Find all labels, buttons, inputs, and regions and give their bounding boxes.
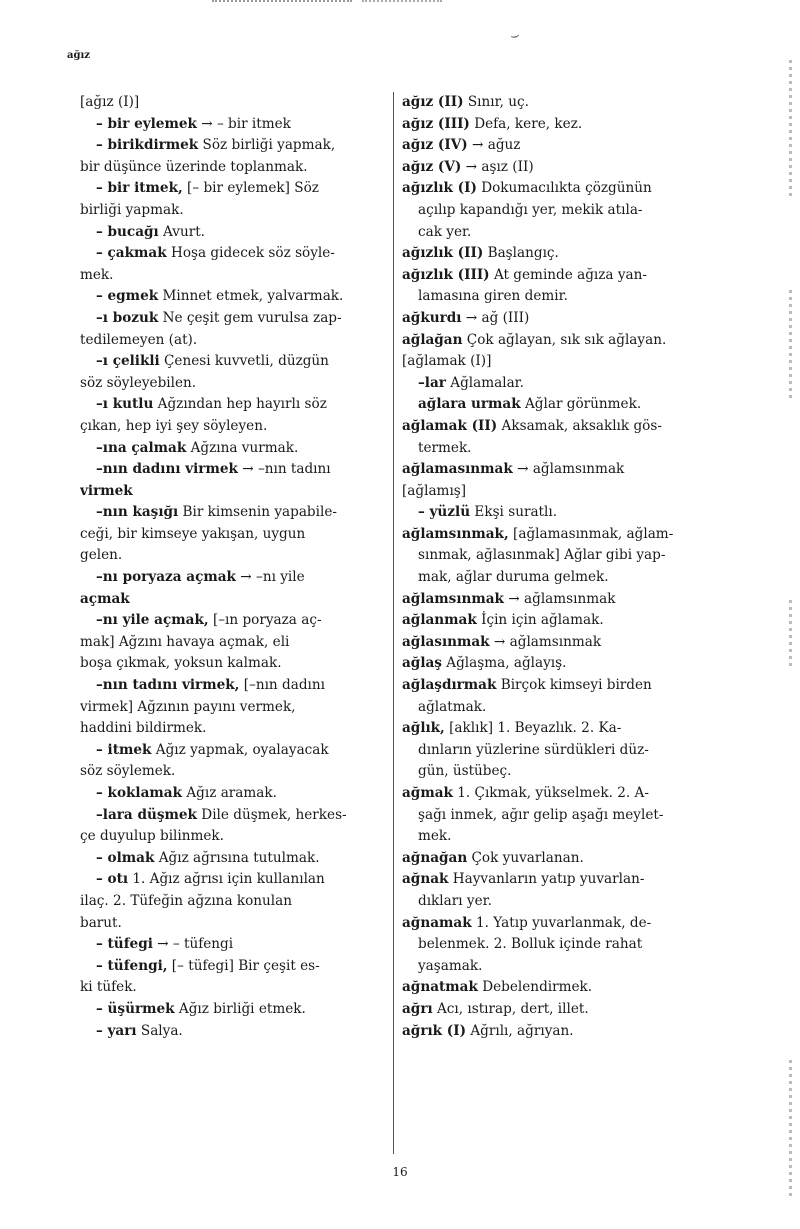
entry-definition: termek.	[418, 439, 472, 456]
dictionary-line	[80, 826, 386, 848]
entry-definition: → ağlamsınmak	[503, 590, 616, 607]
entry-definition: söz söyleyebilen.	[80, 374, 197, 391]
dictionary-line	[402, 373, 758, 395]
entry-definition: [–ın poryaza aç-	[208, 612, 322, 629]
dictionary-line	[402, 934, 758, 956]
entry-definition: Ağız ağrısına tutulmak.	[154, 849, 320, 866]
entry-headword: ağız (III)	[402, 115, 470, 132]
entry-headword: – yüzlü	[418, 504, 471, 521]
entry-headword: ağızlık (III)	[402, 266, 490, 283]
entry-headword: ağrık (I)	[402, 1022, 467, 1039]
dictionary-line	[80, 697, 386, 719]
entry-headword: – yarı	[96, 1022, 137, 1039]
entry-headword: ağlamak (II)	[402, 417, 498, 434]
entry-definition: yaşamak.	[418, 957, 483, 974]
entry-headword: – itmek	[96, 741, 152, 758]
entry-headword: ağlık,	[402, 720, 445, 737]
dictionary-line	[402, 869, 758, 891]
entry-definition: tedilemeyen (at).	[80, 331, 198, 348]
entry-headword: ağlasınmak	[402, 633, 490, 650]
entry-definition: ağlatmak.	[418, 698, 487, 715]
entry-definition: [– tüfegi] Bir çeşit es-	[167, 957, 320, 974]
entry-definition: → – bir itmek	[196, 115, 291, 132]
entry-definition: Çenesi kuvvetli, düzgün	[159, 353, 329, 370]
entry-headword: – bir itmek,	[96, 180, 183, 197]
dictionary-line	[402, 675, 758, 697]
entry-definition: söz söylemek.	[80, 763, 176, 780]
dictionary-line	[80, 243, 386, 265]
entry-definition: Ağlar görünmek.	[520, 396, 642, 413]
entry-definition: dınların yüzlerine sürdükleri düz-	[418, 741, 649, 758]
entry-definition: ceği, bir kimseye yakışan, uygun	[80, 525, 306, 542]
entry-headword: ağlaşdırmak	[402, 677, 497, 694]
entry-definition: [ağlamış]	[402, 482, 467, 499]
entry-headword: – tüfengi,	[96, 957, 168, 974]
entry-headword: açmak	[80, 590, 130, 607]
entry-definition: çıkan, hep iyi şey söyleyen.	[80, 417, 268, 434]
entry-definition: Başlangıç.	[483, 245, 559, 262]
entry-definition: gelen.	[80, 547, 123, 564]
entry-definition: [– bir eylemek] Söz	[182, 180, 319, 197]
entry-headword: – egmek	[96, 288, 159, 305]
entry-definition: Dile düşmek, herkes-	[196, 806, 347, 823]
entry-headword: –nı yile açmak,	[96, 612, 209, 629]
entry-definition: [ağlamasınmak, ağlam-	[508, 525, 674, 542]
scan-edge-streak	[789, 600, 792, 670]
entry-definition: gün, üstübeç.	[418, 763, 512, 780]
entry-headword: ağrı	[402, 1000, 433, 1017]
entry-definition: Sınır, uç.	[463, 94, 529, 110]
entry-headword: – çakmak	[96, 245, 167, 262]
entry-definition: lamasına giren demir.	[418, 288, 568, 305]
dictionary-line	[80, 610, 386, 632]
entry-headword: –nın tadını virmek,	[96, 677, 240, 694]
dictionary-line	[402, 610, 758, 632]
dictionary-line	[80, 92, 386, 114]
entry-definition: Ağrılı, ağrıyan.	[466, 1022, 574, 1039]
page-number: 16	[392, 1165, 408, 1179]
dictionary-line	[402, 114, 758, 136]
entry-definition: Ağlaşma, ağlayış.	[441, 655, 567, 672]
entry-definition: Avurt.	[158, 223, 205, 240]
dictionary-line	[80, 394, 386, 416]
entry-definition: sınmak, ağlasınmak] Ağlar gibi yap-	[418, 547, 666, 564]
dictionary-line	[402, 567, 758, 589]
entry-headword: ağlağan	[402, 331, 463, 348]
dictionary-line	[80, 761, 386, 783]
dictionary-line	[402, 783, 758, 805]
dictionary-line	[402, 761, 758, 783]
entry-definition: Defa, kere, kez.	[469, 115, 583, 132]
entry-definition: → ağlamsınmak	[512, 461, 625, 478]
entry-definition: [–nın dadını	[239, 677, 325, 694]
dictionary-line	[402, 545, 758, 567]
dictionary-line	[80, 567, 386, 589]
entry-headword: ağız (II)	[402, 94, 464, 110]
dictionary-line	[402, 135, 758, 157]
entry-headword: – birikdirmek	[96, 137, 199, 154]
entry-headword: – olmak	[96, 849, 155, 866]
entry-headword: ağlanmak	[402, 612, 477, 629]
dictionary-line	[402, 697, 758, 719]
dictionary-line	[402, 977, 758, 999]
entry-definition: Ağlamalar.	[445, 374, 525, 391]
dictionary-line	[402, 200, 758, 222]
entry-definition: birliği yapmak.	[80, 201, 184, 218]
scan-edge-streak	[789, 1060, 792, 1200]
dictionary-line	[80, 589, 386, 611]
dictionary-line	[80, 675, 386, 697]
dictionary-line	[80, 286, 386, 308]
entry-definition: Dokumacılıkta çözgünün	[476, 180, 652, 197]
dictionary-line	[402, 999, 758, 1021]
entry-definition: boşa çıkmak, yoksun kalmak.	[80, 655, 282, 672]
entry-definition: [ağız (I)]	[80, 94, 140, 110]
running-head-word: ağız	[67, 50, 90, 61]
entry-definition: 1. Yatıp yuvarlanmak, de-	[471, 914, 652, 931]
entry-headword: ağızlık (II)	[402, 245, 484, 262]
entry-headword: ağlaş	[402, 655, 442, 672]
entry-headword: –ı kutlu	[96, 396, 154, 413]
dictionary-line	[402, 92, 758, 114]
dictionary-line	[402, 438, 758, 460]
entry-headword: ağnak	[402, 871, 449, 888]
entry-definition: Ağız yapmak, oyalayacak	[151, 741, 329, 758]
dictionary-line	[80, 891, 386, 913]
entry-headword: –lara düşmek	[96, 806, 197, 823]
entry-headword: ağlamsınmak	[402, 590, 504, 607]
entry-headword: –ı bozuk	[96, 309, 159, 326]
entry-definition: barut.	[80, 914, 122, 931]
dictionary-line	[402, 394, 758, 416]
dictionary-line	[80, 869, 386, 891]
entry-headword: ağnatmak	[402, 979, 478, 996]
entry-definition: açılıp kapandığı yer, mekik atıla-	[418, 201, 643, 218]
dictionary-line	[80, 1021, 386, 1043]
dictionary-line	[80, 351, 386, 373]
dictionary-line	[402, 913, 758, 935]
dictionary-line	[80, 330, 386, 352]
entry-definition: şağı inmek, ağır gelip aşağı meylet-	[418, 806, 664, 823]
pen-mark: ⌣	[508, 25, 522, 45]
dictionary-line	[80, 805, 386, 827]
entry-definition: mak, ağlar duruma gelmek.	[418, 569, 609, 586]
entry-definition: dıkları yer.	[418, 892, 492, 909]
entry-definition: Aksamak, aksaklık gös-	[497, 417, 662, 434]
dictionary-line	[402, 1021, 758, 1043]
entry-definition: → ağlamsınmak	[489, 633, 602, 650]
dictionary-line	[402, 265, 758, 287]
dictionary-line	[402, 524, 758, 546]
entry-definition: Ağız aramak.	[182, 785, 277, 801]
dictionary-line	[80, 459, 386, 481]
entry-definition: Birçok kimseyi birden	[496, 677, 652, 694]
entry-headword: – tüfegi	[96, 936, 153, 953]
entry-definition: 1. Ağız ağrısı için kullanılan	[128, 871, 325, 888]
entry-definition: haddini bildirmek.	[80, 720, 207, 737]
entry-definition: ki tüfek.	[80, 979, 137, 996]
entry-definition: Hayvanların yatıp yuvarlan-	[448, 871, 645, 888]
dictionary-line	[80, 632, 386, 654]
entry-definition: → aşız (II)	[461, 158, 534, 175]
scan-edge-streak	[789, 60, 792, 200]
scan-top-mark	[212, 0, 352, 7]
entry-definition: Ağzına vurmak.	[186, 439, 299, 456]
dictionary-line	[402, 243, 758, 265]
entry-definition: mek.	[418, 828, 452, 845]
entry-definition: At geminde ağıza yan-	[489, 266, 647, 283]
dictionary-line	[402, 308, 758, 330]
dictionary-line	[80, 848, 386, 870]
dictionary-line	[80, 200, 386, 222]
entry-headword: ağnamak	[402, 914, 472, 931]
entry-definition: Acı, ıstırap, dert, illet.	[432, 1000, 589, 1017]
scan-top-mark-2	[362, 0, 442, 7]
left-column	[80, 92, 386, 1042]
dictionary-line	[402, 653, 758, 675]
entry-definition: Debelendirmek.	[477, 979, 593, 996]
entry-definition: Ağız birliği etmek.	[174, 1000, 306, 1017]
dictionary-line	[402, 459, 758, 481]
entry-definition: Salya.	[136, 1022, 183, 1039]
dictionary-line	[402, 416, 758, 438]
right-column	[402, 92, 758, 1042]
dictionary-line	[80, 373, 386, 395]
entry-headword: – bucağı	[96, 223, 159, 240]
entry-definition: Ekşi suratlı.	[470, 504, 558, 521]
entry-headword: ağmak	[402, 785, 453, 801]
entry-definition: → – tüfengi	[152, 936, 234, 953]
dictionary-line	[80, 114, 386, 136]
dictionary-line	[80, 222, 386, 244]
entry-definition: [ağlamak (I)]	[402, 353, 492, 370]
dictionary-line	[80, 956, 386, 978]
dictionary-line	[402, 481, 758, 503]
entry-headword: ağkurdı	[402, 309, 462, 326]
dictionary-line	[80, 718, 386, 740]
entry-definition: → ağ (III)	[461, 309, 530, 326]
dictionary-line	[80, 157, 386, 179]
dictionary-line	[402, 826, 758, 848]
entry-headword: – üşürmek	[96, 1000, 175, 1017]
dictionary-line	[402, 589, 758, 611]
entry-headword: –nın dadını virmek	[96, 461, 238, 478]
dictionary-line	[402, 718, 758, 740]
dictionary-line	[80, 740, 386, 762]
dictionary-line	[80, 999, 386, 1021]
entry-definition: İçin için ağlamak.	[476, 612, 604, 629]
dictionary-line	[80, 308, 386, 330]
dictionary-line	[80, 481, 386, 503]
entry-headword: ağlamsınmak,	[402, 525, 509, 542]
entry-definition: Hoşa gidecek söz söyle-	[166, 245, 335, 262]
entry-headword: – otı	[96, 871, 129, 888]
entry-definition: mek.	[80, 266, 114, 283]
entry-definition: 1. Çıkmak, yükselmek. 2. A-	[452, 785, 649, 801]
dictionary-line	[402, 222, 758, 244]
entry-headword: –nı poryaza açmak	[96, 569, 236, 586]
dictionary-line	[80, 502, 386, 524]
dictionary-line	[80, 178, 386, 200]
entry-headword: ağlara urmak	[418, 396, 521, 413]
entry-headword: –nın kaşığı	[96, 504, 179, 521]
dictionary-line	[80, 524, 386, 546]
dictionary-line	[80, 265, 386, 287]
dictionary-line	[402, 286, 758, 308]
entry-definition: bir düşünce üzerinde toplanmak.	[80, 158, 308, 175]
dictionary-line	[402, 632, 758, 654]
dictionary-line	[402, 178, 758, 200]
entry-definition: virmek] Ağzının payını vermek,	[80, 698, 296, 715]
entry-definition: → –nın tadını	[237, 461, 331, 478]
entry-definition: çe duyulup bilinmek.	[80, 828, 224, 845]
entry-headword: – bir eylemek	[96, 115, 197, 132]
entry-definition: Çok yuvarlanan.	[467, 849, 584, 866]
entry-definition: → –nı yile	[235, 569, 305, 586]
column-divider	[393, 92, 394, 1154]
entry-definition: Bir kimsenin yapabile-	[178, 504, 337, 521]
entry-definition: → ağuz	[467, 137, 521, 154]
dictionary-line	[80, 934, 386, 956]
scan-edge-streak	[789, 290, 792, 400]
entry-headword: ağız (V)	[402, 158, 462, 175]
dictionary-line	[402, 805, 758, 827]
dictionary-line	[80, 913, 386, 935]
entry-definition: Ağzından hep hayırlı söz	[153, 396, 327, 413]
entry-definition: Ne çeşit gem vurulsa zap-	[158, 309, 342, 326]
entry-headword: –ı çelikli	[96, 353, 160, 370]
entry-headword: ağızlık (I)	[402, 180, 477, 197]
dictionary-line	[80, 545, 386, 567]
entry-definition: [aklık] 1. Beyazlık. 2. Ka-	[444, 720, 622, 737]
entry-definition: belenmek. 2. Bolluk içinde rahat	[418, 936, 643, 953]
entry-headword: ağnağan	[402, 849, 468, 866]
dictionary-line	[80, 416, 386, 438]
entry-headword: –ına çalmak	[96, 439, 187, 456]
dictionary-line	[80, 438, 386, 460]
dictionary-line	[80, 783, 386, 805]
dictionary-line	[402, 956, 758, 978]
entry-definition: mak] Ağzını havaya açmak, eli	[80, 633, 290, 650]
dictionary-line	[402, 502, 758, 524]
dictionary-line	[80, 135, 386, 157]
entry-headword: virmek	[80, 482, 133, 499]
dictionary-line	[402, 848, 758, 870]
entry-headword: –lar	[418, 374, 446, 391]
entry-headword: – koklamak	[96, 785, 183, 801]
entry-headword: ağlamasınmak	[402, 461, 513, 478]
dictionary-line	[402, 891, 758, 913]
dictionary-line	[402, 351, 758, 373]
entry-definition: ilaç. 2. Tüfeğin ağzına konulan	[80, 892, 293, 909]
dictionary-line	[402, 157, 758, 179]
dictionary-line	[402, 330, 758, 352]
dictionary-line	[80, 653, 386, 675]
entry-definition: Söz birliği yapmak,	[198, 137, 336, 154]
dictionary-line	[80, 977, 386, 999]
entry-definition: cak yer.	[418, 223, 472, 240]
entry-headword: ağız (IV)	[402, 137, 468, 154]
entry-definition: Çok ağlayan, sık sık ağlayan.	[462, 331, 667, 348]
entry-definition: Minnet etmek, yalvarmak.	[158, 288, 344, 305]
dictionary-line	[402, 740, 758, 762]
